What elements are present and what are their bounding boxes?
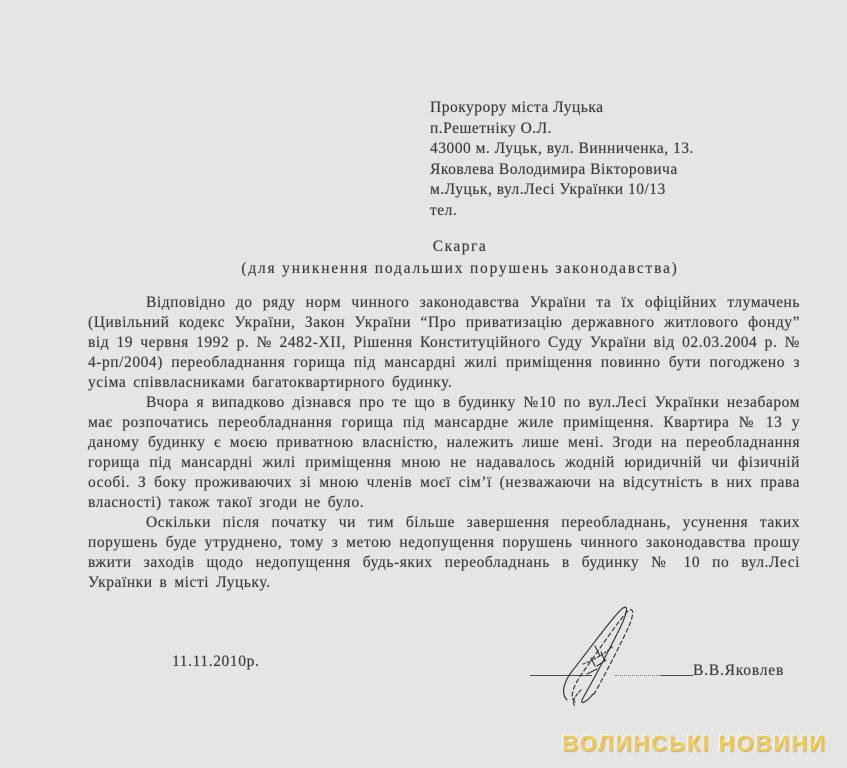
news-site-watermark: ВОЛИНСЬКІ НОВИНИ — [562, 731, 827, 756]
recipient-line-person: п.Решетніку О.Л. — [430, 119, 553, 137]
document-title-block — [120, 236, 800, 280]
sender-phone-line: тел. — [430, 201, 458, 219]
recipient-line-office: Прокурору міста Луцька — [430, 99, 604, 116]
document-title: Скарга — [432, 238, 488, 255]
sender-name-line: Яковлева Володимира Вікторовича — [430, 160, 678, 178]
signature-line-right — [661, 675, 693, 676]
handwritten-signature-icon — [553, 602, 663, 710]
document-subtitle: (для уникнення подальших порушень законодавства) — [241, 260, 679, 277]
document-body — [88, 293, 800, 593]
sender-address-line: м.Луцьк, вул.Лесі Українки 10/13 — [430, 181, 666, 198]
signature-area — [525, 600, 795, 710]
signature-name: В.В.Яковлев — [693, 662, 785, 679]
body-paragraph-legal-basis: Відповідно до ряду норм чинного законодавства України та їх офіційних тлумачень (Цивільний кодекс України, Закон України “Про приватизацію державного житлового фонду” від 19 червня 1992 р. № 2482-ХІІ, Рішення Конституційного Суду України від 02.03.2004 р. № 4-рп/2004) переобладнання горища під мансардні жилі приміщення повинно бути погоджено з усіма співвласниками багатоквартирного будинку. — [88, 294, 800, 391]
recipient-line-address: 43000 м. Луцьк, вул. Винниченка, 13. — [430, 140, 694, 157]
document-date: 11.11.2010р. — [172, 653, 260, 670]
recipient-address-block — [430, 98, 760, 221]
body-paragraph-request: Оскільки після початку чи тим більше завершення переобладнань, усунення таких порушень буде утруднено, тому з метою недопущення порушень чинного законодавства прошу вжити заходів щодо недопущення будь-яких переобладнань в будинку № 10 по вул.Лесі Українки в місті Луцьку. — [88, 514, 800, 591]
body-paragraph-situation: Вчора я випадково дізнався про те що в будинку №10 по вул.Лесі Українки незабаром має розпочатись переобладнання горища під мансардне жиле приміщення. Квартира № 13 у даному будинку є моєю приватною власністю, належить лише мені. Згоди на переобладнання горища під мансардні жилі приміщення мною не надавалось жодній юридичній чи фізичній особі. З боку проживаючих зі мною членів моєї сім’ї (незважаючи на відсутність в них права власності) також такої згоди не було. — [88, 394, 800, 511]
